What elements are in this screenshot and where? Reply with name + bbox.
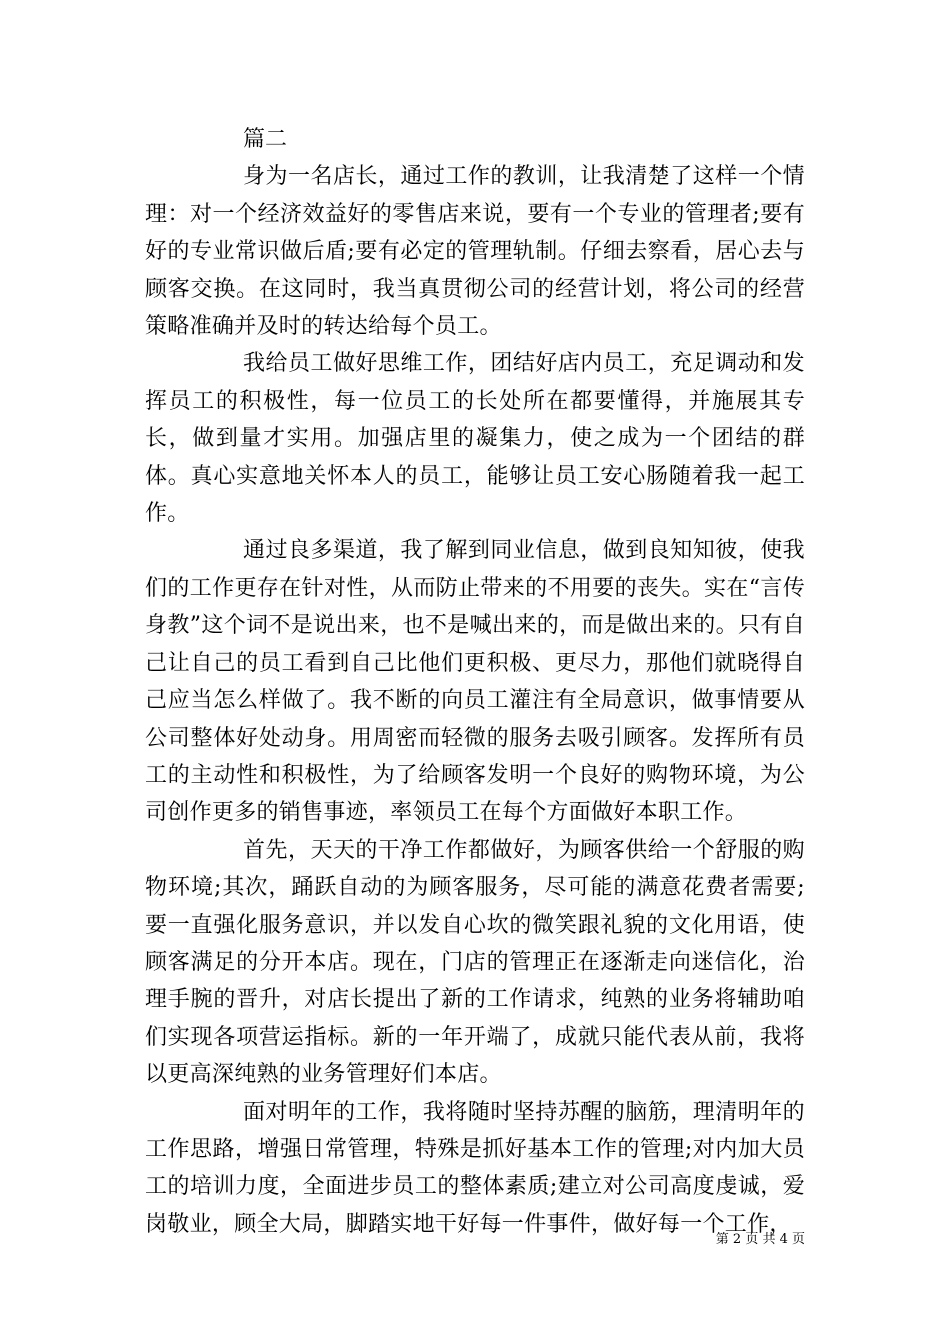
paragraph-2: 我给员工做好思维工作，团结好店内员工，充足调动和发挥员工的积极性，每一位员工的长处所在都要懂得，并施展其专长，做到量才实用。加强店里的凝集力，使之成为一个团结的群体。真心实意地关怀本人的员工，能够让员工安心肠随着我一起工作。 bbox=[145, 351, 805, 527]
document-body bbox=[145, 121, 805, 1243]
paragraph-3: 通过良多渠道，我了解到同业信息，做到良知知彼，使我们的工作更存在针对性，从而防止带来的不用要的丧失。实在“言传身教”这个词不是说出来，也不是喊出来的，而是做出来的。只有自己让自己的员工看到自己比他们更积极、更尽力，那他们就晓得自己应当怎么样做了。我不断的向员工灌注有全局意识，做事情要从公司整体好处动身。用周密而轻微的服务去吸引顾客。发挥所有员工的主动性和积极性，为了给顾客发明一个良好的购物环境，为公司创作更多的销售事迹，率领员工在每个方面做好本职工作。 bbox=[145, 538, 805, 826]
paragraph-4: 首先，天天的干净工作都做好，为顾客供给一个舒服的购物环境;其次，踊跃自动的为顾客服务，尽可能的满意花费者需要;要一直强化服务意识，并以发自心坎的微笑跟礼貌的文化用语，使顾客满足的分开本店。现在，门店的管理正在逐渐走向迷信化，治理手腕的晋升，对店长提出了新的工作请求，纯熟的业务将辅助咱们实现各项营运指标。新的一年开端了，成就只能代表从前，我将以更高深纯熟的业务管理好们本店。 bbox=[145, 837, 805, 1088]
paragraph-5: 面对明年的工作，我将随时坚持苏醒的脑筋，理清明年的工作思路，增强日常管理，特殊是抓好基本工作的管理;对内加大员工的培训力度，全面进步员工的整体素质;建立对公司高度虔诚，爱岗敬业，顾全大局，脚踏实地干好每一件事件，做好每一个工作， bbox=[145, 1099, 805, 1237]
paragraph-1: 身为一名店长，通过工作的教训，让我清楚了这样一个情理：对一个经济效益好的零售店来说，要有一个专业的管理者;要有好的专业常识做后盾;要有必定的管理轨制。仔细去察看，居心去与顾客交换。在这同时，我当真贯彻公司的经营计划，将公司的经营策略准确并及时的转达给每个员工。 bbox=[145, 164, 805, 340]
page-number-footer: 第 2 页 共 4 页 bbox=[715, 1232, 805, 1247]
section-heading: 篇二 bbox=[243, 127, 288, 152]
